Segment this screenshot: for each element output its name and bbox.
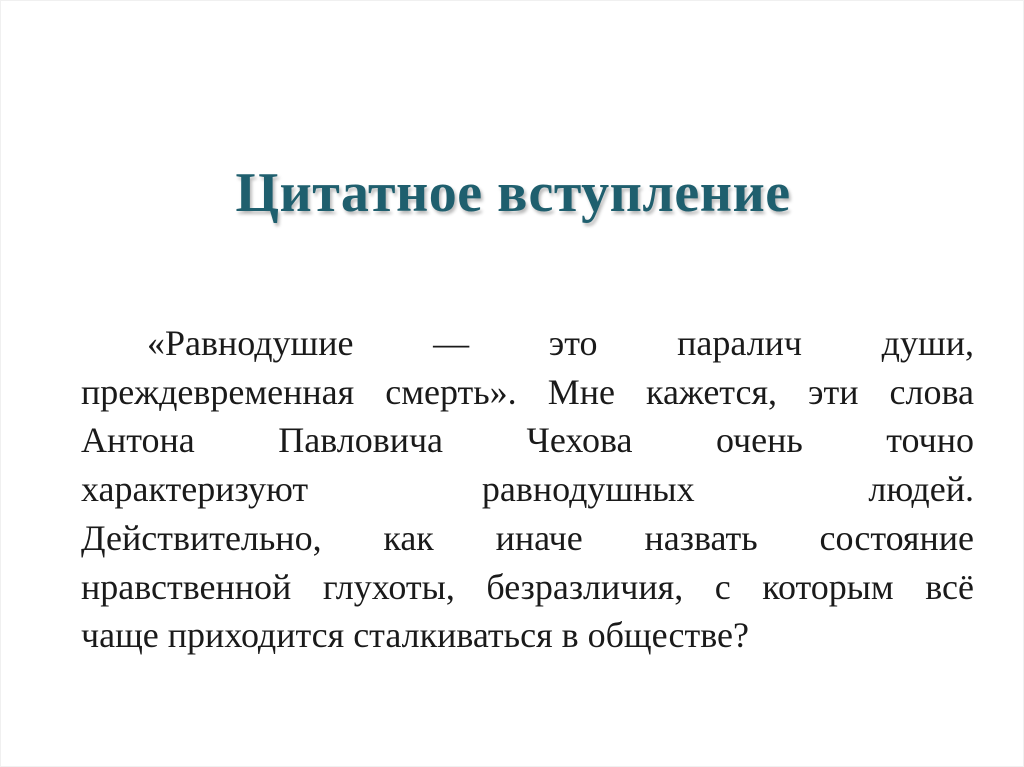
paragraph-line: Антона Павловича Чехова очень точно	[81, 420, 974, 461]
paragraph-line: «Равнодушие — это паралич души,	[147, 323, 974, 363]
paragraph-line: нравственной глухоты, безразличия, с которым всё	[81, 566, 974, 607]
paragraph-line: преждевременная смерть». Мне кажется, эти слова	[81, 371, 974, 412]
paragraph-line: характеризуют равнодушных людей.	[81, 469, 974, 510]
slide-title: Цитатное вступление	[235, 162, 791, 224]
paragraph-line: Действительно, как иначе назвать состояние	[81, 517, 974, 558]
quote-paragraph	[81, 319, 974, 660]
paragraph-line: чаще приходится сталкиваться в обществе?	[81, 615, 749, 656]
